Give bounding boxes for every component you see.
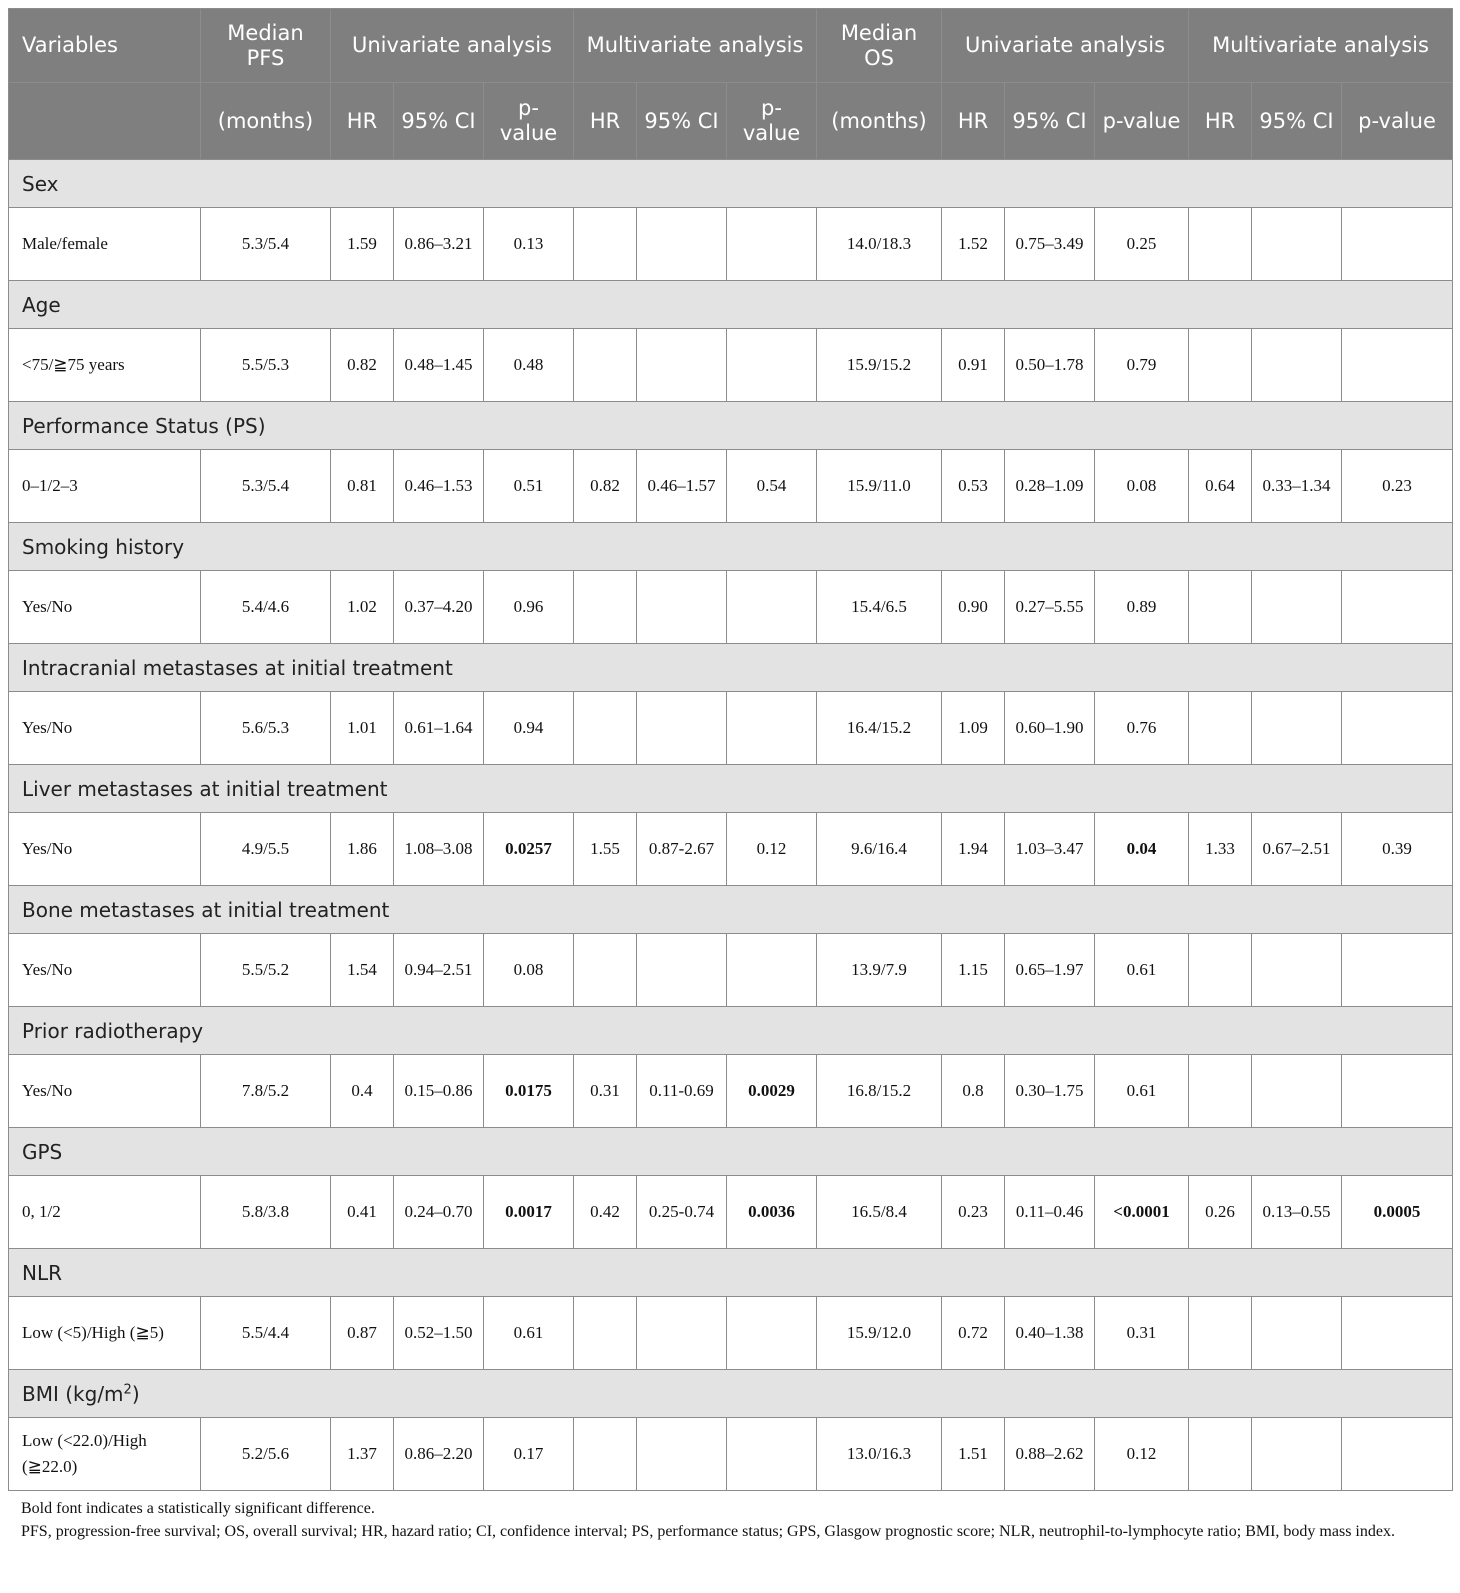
table-row — [9, 813, 1453, 886]
cell-u-p: 0.51 — [484, 450, 574, 523]
header-variables: Variables — [9, 9, 201, 83]
cell-om-p — [1342, 934, 1453, 1007]
header-pfs-months: (months) — [201, 83, 331, 160]
cell-om-hr — [1189, 329, 1252, 402]
cell-ou-ci: 0.11–0.46 — [1005, 1176, 1095, 1249]
cell-ou-p: 0.25 — [1095, 208, 1189, 281]
cell-os: 15.4/6.5 — [817, 571, 942, 644]
header-row-2 — [9, 83, 1453, 160]
cell-om-p: 0.0005 — [1342, 1176, 1453, 1249]
group-title-text: Prior radiotherapy — [22, 1018, 204, 1043]
header-pvalue: p-value — [727, 83, 817, 160]
cell-ou-hr: 0.53 — [942, 450, 1005, 523]
group-title-text: BMI (kg/m — [22, 1381, 124, 1406]
cell-os: 16.4/15.2 — [817, 692, 942, 765]
cell-pfs: 5.2/5.6 — [201, 1418, 331, 1491]
cell-ou-hr: 0.8 — [942, 1055, 1005, 1128]
cell-om-p: 0.23 — [1342, 450, 1453, 523]
cell-variable: Yes/No — [9, 1055, 201, 1128]
cell-om-ci: 0.67–2.51 — [1252, 813, 1342, 886]
cell-m-p: 0.0036 — [727, 1176, 817, 1249]
cell-ou-hr: 1.52 — [942, 208, 1005, 281]
cell-m-hr: 1.55 — [574, 813, 637, 886]
cell-om-hr — [1189, 1418, 1252, 1491]
cell-ou-ci: 0.88–2.62 — [1005, 1418, 1095, 1491]
group-title — [9, 1007, 1453, 1055]
cell-ou-hr: 0.91 — [942, 329, 1005, 402]
cell-ou-hr: 1.15 — [942, 934, 1005, 1007]
cell-pfs: 5.3/5.4 — [201, 450, 331, 523]
cell-u-ci: 0.37–4.20 — [394, 571, 484, 644]
cell-om-ci — [1252, 571, 1342, 644]
cell-om-hr — [1189, 1297, 1252, 1370]
cell-os: 9.6/16.4 — [817, 813, 942, 886]
cell-m-ci — [637, 208, 727, 281]
cell-u-ci: 0.94–2.51 — [394, 934, 484, 1007]
cell-m-hr — [574, 329, 637, 402]
cell-ou-hr: 0.72 — [942, 1297, 1005, 1370]
cell-u-p: 0.96 — [484, 571, 574, 644]
cell-ou-ci: 0.27–5.55 — [1005, 571, 1095, 644]
cell-u-hr: 1.86 — [331, 813, 394, 886]
cell-ou-ci: 0.65–1.97 — [1005, 934, 1095, 1007]
cell-om-ci — [1252, 1418, 1342, 1491]
table-row — [9, 450, 1453, 523]
cell-m-ci — [637, 1297, 727, 1370]
cell-m-ci: 0.25-0.74 — [637, 1176, 727, 1249]
cell-om-p — [1342, 208, 1453, 281]
cell-m-p — [727, 692, 817, 765]
cell-u-hr: 1.02 — [331, 571, 394, 644]
cell-m-p — [727, 1418, 817, 1491]
cell-pfs: 5.5/4.4 — [201, 1297, 331, 1370]
cell-os: 16.5/8.4 — [817, 1176, 942, 1249]
cell-m-hr: 0.31 — [574, 1055, 637, 1128]
table-row — [9, 1418, 1453, 1491]
group-title — [9, 886, 1453, 934]
cell-ou-ci: 0.30–1.75 — [1005, 1055, 1095, 1128]
cell-om-hr — [1189, 934, 1252, 1007]
cell-u-p: 0.48 — [484, 329, 574, 402]
header-ci: 95% CI — [394, 83, 484, 160]
cell-ou-p: 0.08 — [1095, 450, 1189, 523]
group-title — [9, 1249, 1453, 1297]
cell-om-hr — [1189, 571, 1252, 644]
cell-pfs: 5.6/5.3 — [201, 692, 331, 765]
header-pvalue: p-value — [1342, 83, 1453, 160]
cell-ou-p: <0.0001 — [1095, 1176, 1189, 1249]
header-ci: 95% CI — [637, 83, 727, 160]
cell-u-hr: 1.37 — [331, 1418, 394, 1491]
cell-m-p — [727, 934, 817, 1007]
cell-m-hr — [574, 208, 637, 281]
cell-om-ci — [1252, 1297, 1342, 1370]
cell-variable: Yes/No — [9, 692, 201, 765]
cell-m-p — [727, 208, 817, 281]
cell-ou-p: 0.89 — [1095, 571, 1189, 644]
cell-os: 13.9/7.9 — [817, 934, 942, 1007]
cell-m-hr — [574, 571, 637, 644]
cell-m-p — [727, 1297, 817, 1370]
cell-variable: Yes/No — [9, 934, 201, 1007]
cell-m-ci: 0.46–1.57 — [637, 450, 727, 523]
header-ci: 95% CI — [1252, 83, 1342, 160]
cell-u-hr: 0.4 — [331, 1055, 394, 1128]
cell-u-ci: 1.08–3.08 — [394, 813, 484, 886]
cell-u-p: 0.13 — [484, 208, 574, 281]
group-title — [9, 765, 1453, 813]
cell-ou-hr: 0.90 — [942, 571, 1005, 644]
header-pfs-univariate: Univariate analysis — [331, 9, 574, 83]
header-hr: HR — [574, 83, 637, 160]
cell-m-ci: 0.11-0.69 — [637, 1055, 727, 1128]
header-hr: HR — [1189, 83, 1252, 160]
cell-u-hr: 0.87 — [331, 1297, 394, 1370]
cell-ou-p: 0.12 — [1095, 1418, 1189, 1491]
cell-m-p: 0.0029 — [727, 1055, 817, 1128]
header-pfs-multivariate: Multivariate analysis — [574, 9, 817, 83]
group-title-text: Performance Status (PS) — [22, 413, 266, 438]
header-median-pfs: Median PFS — [201, 9, 331, 83]
table-row — [9, 208, 1453, 281]
cell-pfs: 5.4/4.6 — [201, 571, 331, 644]
cell-m-ci: 0.87-2.67 — [637, 813, 727, 886]
cell-m-p — [727, 329, 817, 402]
cell-ou-p: 0.61 — [1095, 1055, 1189, 1128]
group-header-row — [9, 886, 1453, 934]
cell-variable: <75/≧75 years — [9, 329, 201, 402]
cell-om-hr: 1.33 — [1189, 813, 1252, 886]
cell-om-p — [1342, 1297, 1453, 1370]
header-os-univariate: Univariate analysis — [942, 9, 1189, 83]
cell-om-hr — [1189, 208, 1252, 281]
cell-ou-hr: 0.23 — [942, 1176, 1005, 1249]
cell-om-ci — [1252, 934, 1342, 1007]
cell-om-p — [1342, 1418, 1453, 1491]
cell-u-p: 0.08 — [484, 934, 574, 1007]
group-header-row — [9, 281, 1453, 329]
cell-u-p: 0.0175 — [484, 1055, 574, 1128]
group-title — [9, 402, 1453, 450]
table-row — [9, 1055, 1453, 1128]
cell-pfs: 4.9/5.5 — [201, 813, 331, 886]
group-header-row — [9, 523, 1453, 571]
cell-u-hr: 1.54 — [331, 934, 394, 1007]
group-title-text: GPS — [22, 1139, 63, 1164]
cell-ou-p: 0.76 — [1095, 692, 1189, 765]
cell-u-p: 0.61 — [484, 1297, 574, 1370]
table-row — [9, 934, 1453, 1007]
group-title — [9, 523, 1453, 571]
cell-u-ci: 0.86–3.21 — [394, 208, 484, 281]
cell-m-hr — [574, 934, 637, 1007]
group-header-row — [9, 402, 1453, 450]
header-row-1 — [9, 9, 1453, 83]
cell-u-hr: 1.59 — [331, 208, 394, 281]
cell-pfs: 5.8/3.8 — [201, 1176, 331, 1249]
cell-ou-p: 0.31 — [1095, 1297, 1189, 1370]
table-row — [9, 329, 1453, 402]
cell-m-hr: 0.82 — [574, 450, 637, 523]
cell-pfs: 7.8/5.2 — [201, 1055, 331, 1128]
cell-variable: 0–1/2–3 — [9, 450, 201, 523]
cell-m-ci — [637, 1418, 727, 1491]
cell-u-ci: 0.24–0.70 — [394, 1176, 484, 1249]
cell-om-p — [1342, 1055, 1453, 1128]
cell-m-p: 0.12 — [727, 813, 817, 886]
cell-u-hr: 0.81 — [331, 450, 394, 523]
cell-om-hr — [1189, 692, 1252, 765]
cell-ou-ci: 0.75–3.49 — [1005, 208, 1095, 281]
cell-os: 13.0/16.3 — [817, 1418, 942, 1491]
cell-om-p — [1342, 329, 1453, 402]
cell-om-ci — [1252, 329, 1342, 402]
cell-pfs: 5.5/5.2 — [201, 934, 331, 1007]
results-table — [8, 8, 1453, 1491]
group-header-row — [9, 160, 1453, 208]
cell-ou-ci: 0.40–1.38 — [1005, 1297, 1095, 1370]
cell-m-ci — [637, 571, 727, 644]
table-container — [8, 8, 1452, 1543]
cell-os: 15.9/15.2 — [817, 329, 942, 402]
group-header-row — [9, 1370, 1453, 1418]
cell-variable: 0, 1/2 — [9, 1176, 201, 1249]
cell-ou-hr: 1.51 — [942, 1418, 1005, 1491]
cell-om-p — [1342, 571, 1453, 644]
table-row — [9, 1297, 1453, 1370]
cell-u-ci: 0.52–1.50 — [394, 1297, 484, 1370]
cell-u-hr: 1.01 — [331, 692, 394, 765]
footnote-bold: Bold font indicates a statistically significant difference. — [21, 1500, 375, 1517]
cell-variable: Low (<5)/High (≧5) — [9, 1297, 201, 1370]
cell-om-ci: 0.13–0.55 — [1252, 1176, 1342, 1249]
cell-ou-p: 0.79 — [1095, 329, 1189, 402]
cell-m-ci — [637, 934, 727, 1007]
group-title — [9, 160, 1453, 208]
cell-ou-hr: 1.09 — [942, 692, 1005, 765]
cell-om-hr: 0.26 — [1189, 1176, 1252, 1249]
cell-om-ci: 0.33–1.34 — [1252, 450, 1342, 523]
cell-u-hr: 0.41 — [331, 1176, 394, 1249]
cell-variable: Yes/No — [9, 571, 201, 644]
cell-u-ci: 0.15–0.86 — [394, 1055, 484, 1128]
cell-u-p: 0.94 — [484, 692, 574, 765]
group-header-row — [9, 1249, 1453, 1297]
cell-ou-ci: 0.50–1.78 — [1005, 329, 1095, 402]
cell-os: 14.0/18.3 — [817, 208, 942, 281]
table-row — [9, 1176, 1453, 1249]
header-hr: HR — [942, 83, 1005, 160]
header-os-multivariate: Multivariate analysis — [1189, 9, 1453, 83]
group-header-row — [9, 1007, 1453, 1055]
cell-om-hr: 0.64 — [1189, 450, 1252, 523]
header-median-os: Median OS — [817, 9, 942, 83]
group-title-superscript: 2 — [123, 1381, 132, 1397]
header-pvalue: p-value — [484, 83, 574, 160]
cell-m-hr — [574, 1297, 637, 1370]
cell-u-ci: 0.46–1.53 — [394, 450, 484, 523]
cell-u-p: 0.0017 — [484, 1176, 574, 1249]
cell-u-p: 0.0257 — [484, 813, 574, 886]
cell-m-hr — [574, 692, 637, 765]
cell-om-hr — [1189, 1055, 1252, 1128]
cell-om-ci — [1252, 1055, 1342, 1128]
cell-ou-hr: 1.94 — [942, 813, 1005, 886]
group-title — [9, 644, 1453, 692]
cell-ou-ci: 0.60–1.90 — [1005, 692, 1095, 765]
group-title — [9, 1370, 1453, 1418]
cell-u-ci: 0.86–2.20 — [394, 1418, 484, 1491]
header-ci: 95% CI — [1005, 83, 1095, 160]
group-header-row — [9, 1128, 1453, 1176]
cell-pfs: 5.3/5.4 — [201, 208, 331, 281]
cell-m-p: 0.54 — [727, 450, 817, 523]
cell-pfs: 5.5/5.3 — [201, 329, 331, 402]
group-title-text: Intracranial metastases at initial treatment — [22, 655, 453, 680]
cell-variable: Male/female — [9, 208, 201, 281]
cell-u-hr: 0.82 — [331, 329, 394, 402]
cell-m-ci — [637, 329, 727, 402]
footnote-abbreviations: PFS, progression-free survival; OS, overall survival; HR, hazard ratio; CI, confidence interval; PS, performance status; GPS, Glasgow prognostic score; NLR, neutrophil-to-lymphocyte ratio; BMI, body mass index. — [21, 1523, 1395, 1540]
cell-ou-ci: 0.28–1.09 — [1005, 450, 1095, 523]
group-title — [9, 1128, 1453, 1176]
header-blank — [9, 83, 201, 160]
cell-om-p — [1342, 692, 1453, 765]
cell-ou-p: 0.61 — [1095, 934, 1189, 1007]
cell-u-p: 0.17 — [484, 1418, 574, 1491]
table-row — [9, 571, 1453, 644]
group-title-text: Sex — [22, 171, 59, 196]
group-title-text: Smoking history — [22, 534, 185, 559]
header-os-months: (months) — [817, 83, 942, 160]
cell-m-hr — [574, 1418, 637, 1491]
cell-m-p — [727, 571, 817, 644]
group-title-text: Liver metastases at initial treatment — [22, 776, 388, 801]
cell-m-hr: 0.42 — [574, 1176, 637, 1249]
cell-os: 16.8/15.2 — [817, 1055, 942, 1128]
cell-m-ci — [637, 692, 727, 765]
header-hr: HR — [331, 83, 394, 160]
group-header-row — [9, 644, 1453, 692]
footnotes — [8, 1497, 1452, 1543]
group-header-row — [9, 765, 1453, 813]
cell-os: 15.9/12.0 — [817, 1297, 942, 1370]
cell-ou-p: 0.04 — [1095, 813, 1189, 886]
cell-ou-ci: 1.03–3.47 — [1005, 813, 1095, 886]
table-body — [9, 160, 1453, 1491]
cell-om-ci — [1252, 208, 1342, 281]
table-row — [9, 692, 1453, 765]
group-title-text: Bone metastases at initial treatment — [22, 897, 390, 922]
group-title-text: Age — [22, 292, 61, 317]
header-pvalue: p-value — [1095, 83, 1189, 160]
group-title-text: NLR — [22, 1260, 62, 1285]
cell-os: 15.9/11.0 — [817, 450, 942, 523]
cell-u-ci: 0.61–1.64 — [394, 692, 484, 765]
cell-om-p: 0.39 — [1342, 813, 1453, 886]
cell-variable: Yes/No — [9, 813, 201, 886]
cell-u-ci: 0.48–1.45 — [394, 329, 484, 402]
group-title-suffix: ) — [131, 1381, 140, 1406]
cell-om-ci — [1252, 692, 1342, 765]
cell-variable: Low (<22.0)/High (≧22.0) — [9, 1418, 201, 1491]
group-title — [9, 281, 1453, 329]
